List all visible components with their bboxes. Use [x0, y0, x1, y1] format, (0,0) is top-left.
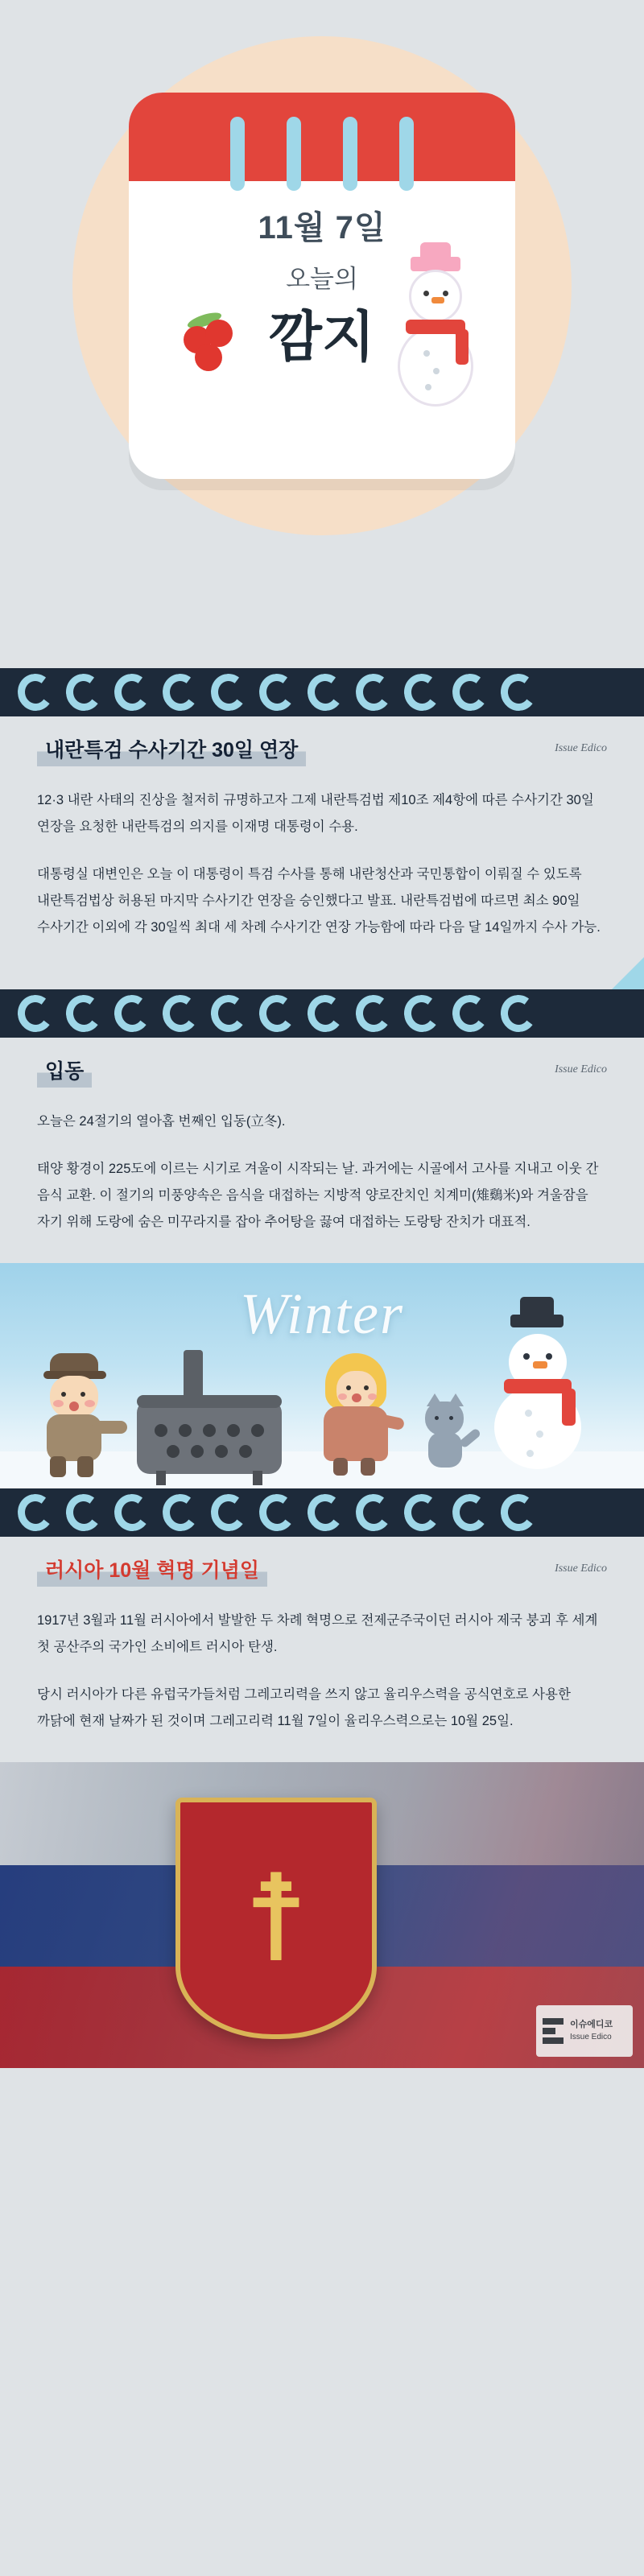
russia-flag-footer — [0, 1762, 644, 2068]
section-header-row — [37, 731, 607, 766]
section-title: 입동 — [37, 1052, 92, 1088]
hero-banner — [0, 0, 644, 668]
coat-of-arms-icon — [175, 1798, 377, 2039]
article-section-2 — [0, 989, 644, 1263]
corner-fold-decoration — [612, 957, 644, 989]
section-header-row — [37, 1551, 607, 1587]
c-shape-icon — [353, 1492, 394, 1534]
brand-label: Issue Edico — [555, 742, 607, 754]
logo-bars-icon — [543, 2018, 564, 2044]
c-shape-icon — [160, 671, 200, 713]
snowman-icon — [386, 270, 483, 423]
paragraph: 1917년 3월과 11월 러시아에서 발발한 두 차례 혁명으로 전제군주국이던 러시아 제국 붕괴 후 세계 첫 공산주의 국가인 소비에트 러시아 탄생. — [37, 1613, 598, 1654]
c-shape-icon — [353, 993, 394, 1034]
c-shape-icon — [15, 993, 56, 1034]
c-shape-icon — [208, 993, 249, 1034]
section-title: 내란특검 수사기간 30일 연장 — [37, 731, 306, 766]
cat-icon — [419, 1402, 475, 1474]
c-shape-icon — [257, 1492, 297, 1534]
c-shape-icon — [402, 993, 442, 1034]
c-shape-icon — [64, 671, 104, 713]
c-shape-icon — [15, 1492, 56, 1534]
article-section-3 — [0, 1488, 644, 1762]
brand-label: Issue Edico — [555, 1563, 607, 1575]
c-shape-icon — [498, 1492, 539, 1534]
section-divider — [0, 1488, 644, 1537]
c-shape-icon — [15, 671, 56, 713]
calendar-card — [129, 93, 515, 479]
c-shape-icon — [160, 1492, 200, 1534]
c-shape-icon — [450, 671, 490, 713]
c-shape-icon — [112, 993, 152, 1034]
paragraph: 대통령실 대변인은 오늘 이 대통령이 특검 수사를 통해 내란청산과 국민통합이 이뤄질 수 있도록 내란특검법상 허용된 마지막 수사기간 연장을 승인했다고 발표. 내란특검법에 따르면 최소 90일 수사기간 이외에 각 30일씩 최대 세 차례 수사기간 연장 가능함에 따라 다음 달 14일까지 수사 가능. — [37, 867, 601, 935]
c-shape-icon — [450, 993, 490, 1034]
paragraph: 오늘은 24절기의 열아홉 번째인 입동(立冬). — [37, 1114, 286, 1129]
section-body — [0, 1537, 644, 1762]
c-shape-icon — [160, 993, 200, 1034]
c-shape-icon — [305, 1492, 345, 1534]
paragraph: 태양 황경이 225도에 이르는 시기로 겨울이 시작되는 날. 과거에는 시골에서 고사를 지내고 이웃 간 음식 교환. 이 절기의 미풍양속은 음식을 대접하는 지방적 양로잔치인 치계미(雉鷄米)와 겨울잠을 자기 위해 도랑에 숨은 미꾸라지를 잡아 추어탕을 끓여 대접하는 도랑탕 잔치가 대표적. — [37, 1162, 599, 1229]
c-shape-icon — [402, 1492, 442, 1534]
section-body — [0, 1038, 644, 1263]
watermark-logo — [536, 2005, 633, 2057]
girl-icon — [314, 1353, 402, 1474]
snowman-icon — [483, 1329, 596, 1474]
winter-illustration — [0, 1263, 644, 1488]
stove-icon — [137, 1377, 282, 1474]
calendar-body — [129, 181, 515, 479]
hero-title: 깜지 — [269, 307, 375, 368]
c-shape-icon — [208, 671, 249, 713]
winter-wordmark: Winter — [240, 1282, 404, 1346]
c-shape-icon — [257, 993, 297, 1034]
c-shape-icon — [305, 993, 345, 1034]
c-shape-icon — [257, 671, 297, 713]
c-shape-icon — [112, 671, 152, 713]
section-divider — [0, 989, 644, 1038]
watermark-text — [570, 2019, 613, 2042]
c-shape-icon — [64, 993, 104, 1034]
calendar-ring-icon — [129, 117, 515, 189]
c-shape-icon — [450, 1492, 490, 1534]
section-body — [0, 716, 644, 989]
section-title: 러시아 10월 혁명 기념일 — [37, 1551, 267, 1587]
paragraph: 12·3 내란 사태의 진상을 철저히 규명하고자 그제 내란특검법 제10조 제4항에 따른 수사기간 30일 연장을 요청한 내란특검의 의지를 이재명 대통령이 수용. — [37, 793, 594, 834]
paragraph: 당시 러시아가 다른 유럽국가들처럼 그레고리력을 쓰지 않고 율리우스력을 공식연호로 사용한 까닭에 현재 날짜가 된 것이며 그레고리력 11월 7일이 율리우스력으로는 10월 25일. — [37, 1687, 571, 1728]
c-shape-icon — [498, 993, 539, 1034]
c-shape-icon — [353, 671, 394, 713]
hero-subtitle: 오늘의 — [286, 265, 358, 293]
c-shape-icon — [498, 671, 539, 713]
watermark-line2: Issue Edico — [570, 2032, 612, 2041]
c-shape-icon — [402, 671, 442, 713]
article-section-1 — [0, 668, 644, 989]
section-divider — [0, 668, 644, 716]
c-shape-icon — [112, 1492, 152, 1534]
c-shape-icon — [64, 1492, 104, 1534]
hero-date: 11월 7일 — [258, 210, 386, 246]
c-shape-icon — [305, 671, 345, 713]
double-eagle-glyph: ☨ — [243, 1851, 309, 1986]
boy-icon — [31, 1353, 119, 1474]
section-header-row — [37, 1052, 607, 1088]
watermark-line1: 이슈에디코 — [570, 2020, 613, 2030]
c-shape-icon — [208, 1492, 249, 1534]
brand-label: Issue Edico — [555, 1063, 607, 1075]
